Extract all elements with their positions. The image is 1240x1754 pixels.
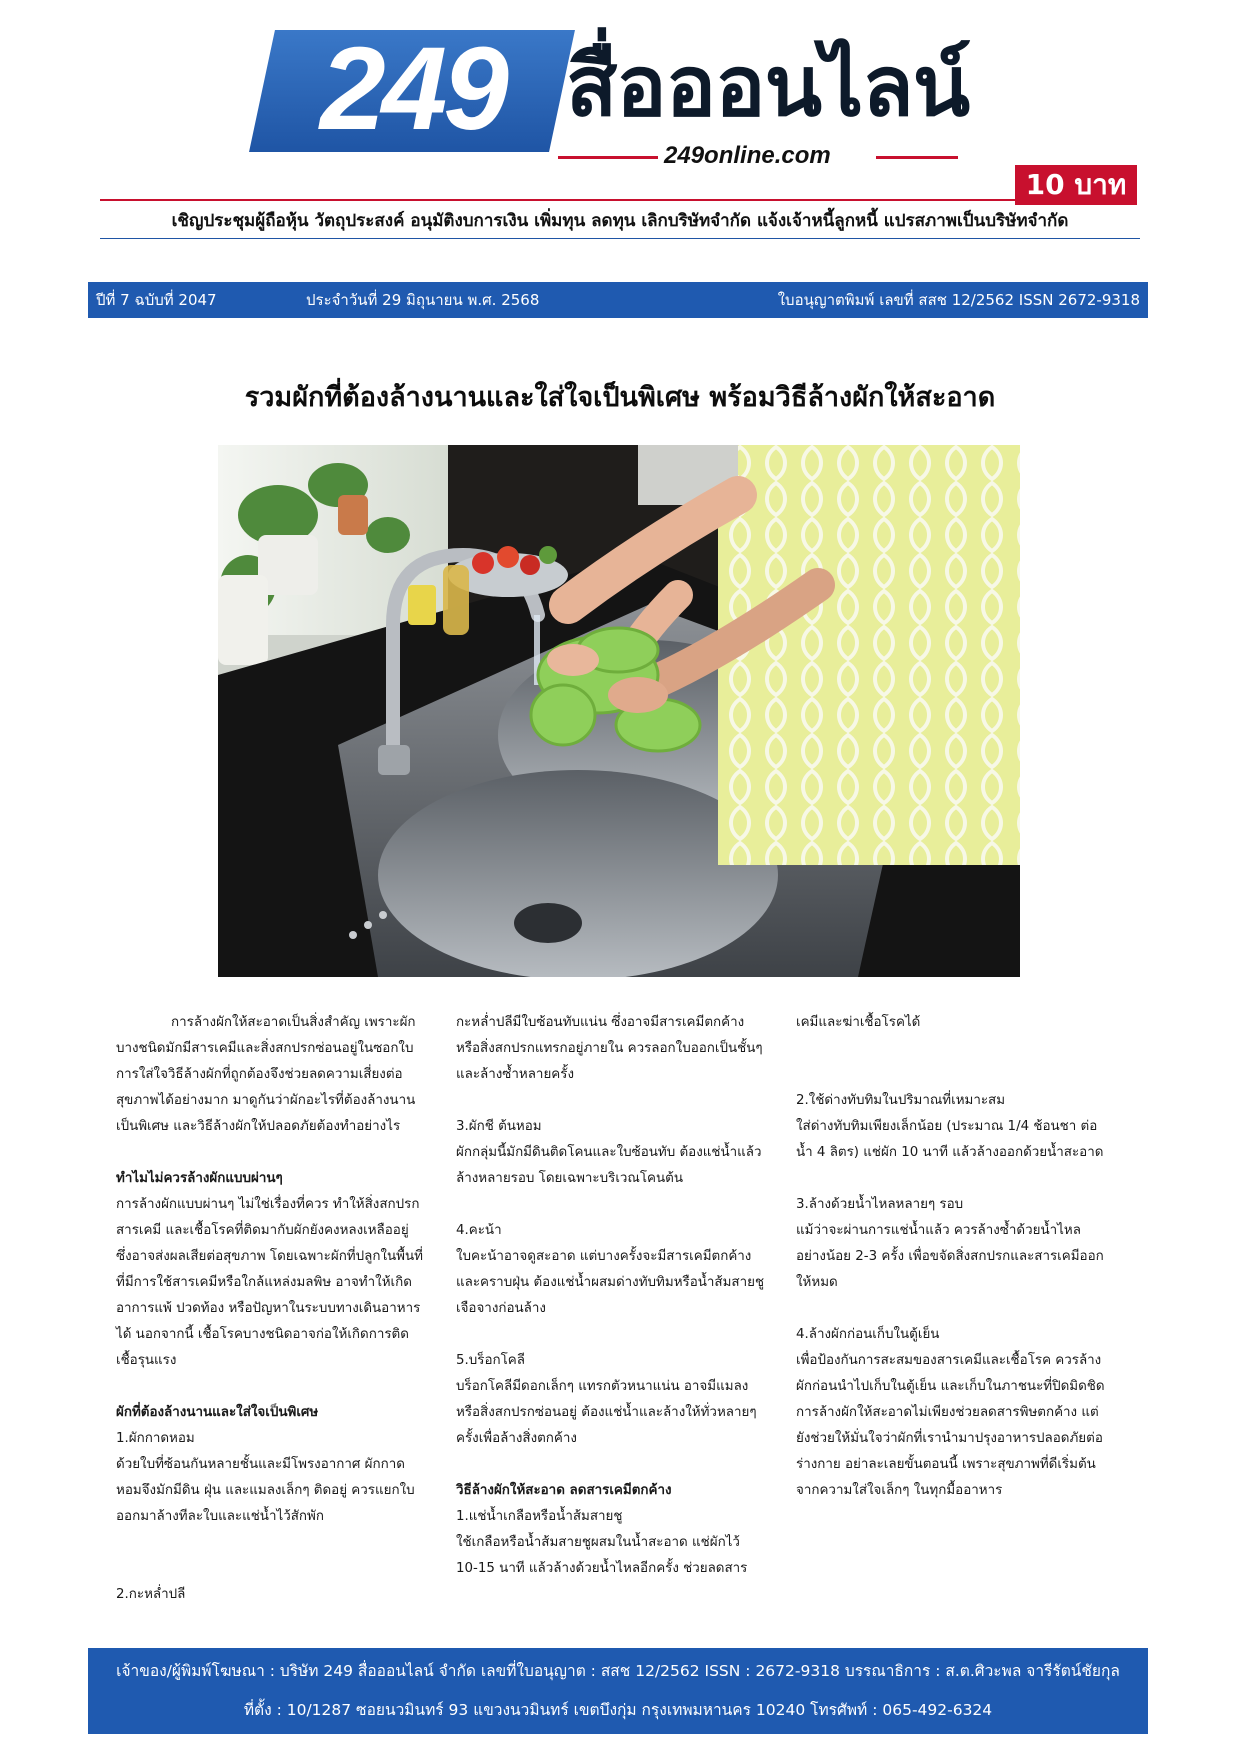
masthead-tagline: เชิญประชุมผู้ถือหุ้น วัตถุประสงค์ อนุมัติงบการเงิน เพิ่มทุน ลดทุน เลิกบริษัทจำกัด แจ้งเจ้าหนี้ลูกหนี้ แปรสภาพเป็นบริษัทจำกัด bbox=[171, 211, 1069, 231]
masthead bbox=[0, 0, 1240, 230]
item-broccoli-title: 5.บร็อกโคลี bbox=[456, 1353, 525, 1368]
method-potassium-title: 2.ใช้ด่างทับทิมในปริมาณที่เหมาะสม bbox=[796, 1093, 1006, 1108]
issue-date: ประจำวันที่ 29 มิถุนายน พ.ศ. 2568 bbox=[306, 291, 540, 309]
issue-number: ปีที่ 7 ฉบับที่ 2047 bbox=[96, 291, 217, 309]
print-license: ใบอนุญาตพิมพ์ เลขที่ สสช 12/2562 ISSN 2672-9318 bbox=[777, 291, 1140, 309]
item-broccoli-text: บร็อกโคลีมีดอกเล็กๆ แทรกตัวหนาแน่น อาจมีแมลงหรือสิ่งสกปรกซ่อนอยู่ ต้องแช่น้ำและล้างให้ทั่วหลายๆ ครั้งเพื่อล้างสิ่งตกค้าง bbox=[456, 1379, 757, 1446]
item-kale-text: ใบคะน้าอาจดูสะอาด แต่บางครั้งจะมีสารเคมีตกค้างและคราบฝุ่น ต้องแช่น้ำผสมด่างทับทิมหรือน้ำส้มสายชูเจือจางก่อนล้าง bbox=[456, 1249, 765, 1316]
masthead-blue-rule bbox=[100, 238, 1140, 239]
section-heading-vegetables: ผักที่ต้องล้างนานและใส่ใจเป็นพิเศษ bbox=[116, 1405, 319, 1420]
article-headline: รวมผักที่ต้องล้างนานและใส่ใจเป็นพิเศษ พร้อมวิธีล้างผักให้สะอาด bbox=[244, 382, 996, 413]
method-salt-text-continued: เคมีและฆ่าเชื้อโรคได้ bbox=[796, 1015, 921, 1030]
price-badge: 10 บาท bbox=[1015, 165, 1137, 205]
logo-249-block bbox=[249, 23, 575, 155]
article-photo bbox=[218, 445, 1020, 977]
item-cabbage-text: กะหล่ำปลีมีใบซ้อนทับแน่น ซึ่งอาจมีสารเคมีตกค้างหรือสิ่งสกปรกแทรกอยู่ภายใน ควรลอกใบออกเป็นชั้นๆ และล้างซ้ำหลายครั้ง bbox=[456, 1015, 763, 1082]
sink-washing-lettuce-illustration bbox=[218, 445, 1020, 977]
item-coriander-text: ผักกลุ่มนี้มักมีดินติดโคนและใบซ้อนทับ ต้องแช่น้ำแล้วล้างหลายรอบ โดยเฉพาะบริเวณโคนต้น bbox=[456, 1145, 762, 1186]
item-cabbage-title: 2.กะหล่ำปลี bbox=[116, 1587, 186, 1602]
method-fridge-text: เพื่อป้องกันการสะสมของสารเคมีและเชื้อโรค ควรล้างผักก่อนนำไปเก็บในตู้เย็น และเก็บในภาชนะที่ปิดมิดชิด การล้างผักให้สะอาดไม่เพียงช่วยลดสารพิษตกค้าง แต่ยังช่วยให้มั่นใจว่าผักที่เรานำมาปรุงอาหารปลอดภัยต่อร่างกาย อย่าละเลยขั้นตอนนี้ เพราะสุขภาพที่ดีเริ่มต้นจากความใส่ใจเล็กๆ ในทุกมื้ออาหาร bbox=[796, 1353, 1105, 1498]
item-lettuce-title: 1.ผักกาดหอม bbox=[116, 1431, 195, 1446]
method-potassium-text: ใส่ด่างทับทิมเพียงเล็กน้อย (ประมาณ 1/4 ช้อนชา ต่อน้ำ 4 ลิตร) แช่ผัก 10 นาที แล้วล้างออกด้วยน้ำสะอาด bbox=[796, 1119, 1104, 1160]
logo-number: 249 bbox=[319, 23, 505, 155]
footer-owner-line: เจ้าของ/ผู้พิมพ์โฆษณา : บริษัท 249 สื่อออนไลน์ จำกัด เลขที่ใบอนุญาต : สสช 12/2562 ISSN : 2672-9318 บรรณาธิการ : ส.ต.ศิวะพล จารีรัตน์ชัยกุล bbox=[116, 1662, 1120, 1680]
item-lettuce-text: ด้วยใบที่ซ้อนกันหลายชั้นและมีโพรงอากาศ ผักกาดหอมจึงมักมีดิน ฝุ่น และแมลงเล็กๆ ติดอยู่ ควรแยกใบออกมาล้างทีละใบและแช่น้ำไว้สักพัก bbox=[116, 1457, 415, 1524]
section-heading-why: ทำไมไม่ควรล้างผักแบบผ่านๆ bbox=[116, 1171, 283, 1186]
logo-url: 249online.com bbox=[664, 142, 831, 169]
footer-address-line: ที่ตั้ง : 10/1287 ซอยนวมินทร์ 93 แขวงนวมินทร์ เขตบึงกุ่ม กรุงเทพมหานคร 10240 โทรศัพท์ : 065-492-6324 bbox=[243, 1701, 993, 1719]
article-column-1 bbox=[116, 1010, 426, 1608]
method-rinse-title: 3.ล้างด้วยน้ำไหลหลายๆ รอบ bbox=[796, 1197, 964, 1212]
section-heading-methods: วิธีล้างผักให้สะอาด ลดสารเคมีตกค้าง bbox=[456, 1483, 672, 1498]
logo-divider-right bbox=[876, 156, 958, 159]
logo-thai-text: สื่อออนไลน์ bbox=[566, 37, 970, 135]
article-column-3 bbox=[796, 1010, 1106, 1504]
masthead-red-rule bbox=[100, 199, 1018, 201]
item-kale-title: 4.คะน้า bbox=[456, 1223, 502, 1238]
issue-info-bar bbox=[88, 282, 1148, 318]
paragraph-why: การล้างผักแบบผ่านๆ ไม่ใช่เรื่องที่ควร ทำให้สิ่งสกปรก สารเคมี และเชื้อโรคที่ติดมากับผักยังคงหลงเหลืออยู่ ซึ่งอาจส่งผลเสียต่อสุขภาพ โดยเฉพาะผักที่ปลูกในพื้นที่ที่มีการใช้สารเคมีหรือใกล้แหล่งมลพิษ อาจทำให้เกิดอาการแพ้ ปวดท้อง หรือปัญหาในระบบทางเดินอาหารได้ นอกจากนี้ เชื้อโรคบางชนิดอาจก่อให้เกิดการติดเชื้อรุนแรง bbox=[116, 1197, 423, 1368]
method-rinse-text: แม้ว่าจะผ่านการแช่น้ำแล้ว ควรล้างซ้ำด้วยน้ำไหลอย่างน้อย 2-3 ครั้ง เพื่อขจัดสิ่งสกปรกและสารเคมีออกให้หมด bbox=[796, 1223, 1104, 1290]
publisher-footer bbox=[88, 1648, 1148, 1734]
logo-divider-left bbox=[558, 156, 658, 159]
article-column-2 bbox=[456, 1010, 766, 1582]
item-coriander-title: 3.ผักชี ต้นหอม bbox=[456, 1119, 542, 1134]
method-salt-title: 1.แช่น้ำเกลือหรือน้ำส้มสายชู bbox=[456, 1509, 623, 1524]
article-intro: การล้างผักให้สะอาดเป็นสิ่งสำคัญ เพราะผักบางชนิดมักมีสารเคมีและสิ่งสกปรกซ่อนอยู่ในซอกใบ การใส่ใจวิธีล้างผักที่ถูกต้องจึงช่วยลดความเสี่ยงต่อสุขภาพได้อย่างมาก มาดูกันว่าผักอะไรที่ต้องล้างนานเป็นพิเศษ และวิธีล้างผักให้ปลอดภัยต้องทำอย่างไร bbox=[116, 1015, 416, 1134]
method-fridge-title: 4.ล้างผักก่อนเก็บในตู้เย็น bbox=[796, 1327, 940, 1342]
method-salt-text: ใช้เกลือหรือน้ำส้มสายชูผสมในน้ำสะอาด แช่ผักไว้ 10-15 นาที แล้วล้างด้วยน้ำไหลอีกครั้ง ช่วยลดสาร bbox=[456, 1535, 748, 1576]
